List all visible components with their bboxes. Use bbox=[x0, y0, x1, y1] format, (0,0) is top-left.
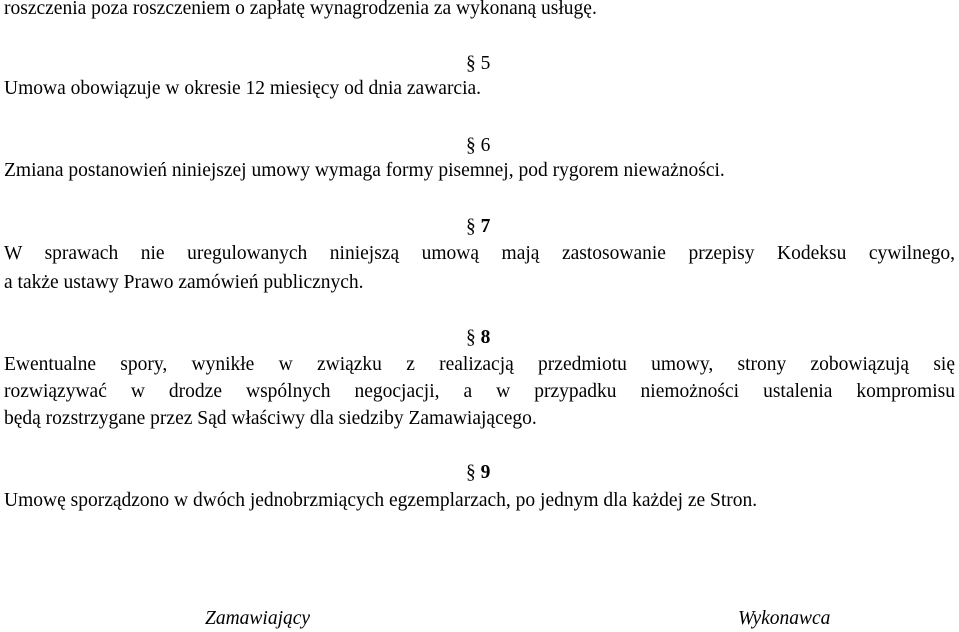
section-8-text-line-3: będą rozstrzygane przez Sąd właściwy dla siedziby Zamawiającego. bbox=[4, 408, 537, 429]
section-mark: § bbox=[466, 327, 476, 348]
section-6-text: Zmiana postanowień niniejszej umowy wymaga formy pisemnej, pod rygorem nieważności. bbox=[4, 160, 725, 181]
section-8-text-line-2: rozwiązywać w drodze wspólnych negocjacji, a w przypadku niemożności ustalenia kompromisu bbox=[4, 381, 955, 402]
section-mark: § bbox=[466, 53, 476, 74]
section-7-heading bbox=[466, 215, 490, 239]
signature-right-label: Wykonawca bbox=[738, 608, 831, 629]
section-9-text: Umowę sporządzono w dwóch jednobrzmiących egzemplarzach, po jednym dla każdej ze Stron. bbox=[4, 490, 758, 511]
section-5-heading bbox=[466, 52, 490, 76]
section-6-heading bbox=[466, 134, 490, 158]
section-number: 9 bbox=[480, 462, 491, 483]
section-mark: § bbox=[466, 462, 476, 483]
section-number: 7 bbox=[480, 216, 491, 237]
section-mark: § bbox=[466, 135, 476, 156]
paragraph-continuation-line: roszczenia poza roszczeniem o zapłatę wynagrodzenia za wykonaną usługę. bbox=[4, 0, 597, 19]
section-8-heading bbox=[466, 326, 490, 350]
signature-left-label: Zamawiający bbox=[205, 608, 311, 629]
section-8-text-line-1: Ewentualne spory, wynikłe w związku z realizacją przedmiotu umowy, strony zobowiązują się bbox=[4, 354, 955, 375]
section-7-text-line-1: W sprawach nie uregulowanych niniejszą umową mają zastosowanie przepisy Kodeksu cywilnego, bbox=[4, 243, 955, 264]
section-number: 5 bbox=[480, 53, 491, 74]
section-number: 6 bbox=[480, 135, 491, 156]
section-5-text: Umowa obowiązuje w okresie 12 miesięcy od dnia zawarcia. bbox=[4, 78, 482, 99]
section-number: 8 bbox=[480, 327, 491, 348]
section-mark: § bbox=[466, 216, 476, 237]
section-9-heading bbox=[466, 461, 490, 485]
section-7-text-line-2: a także ustawy Prawo zamówień publicznych. bbox=[4, 272, 364, 293]
